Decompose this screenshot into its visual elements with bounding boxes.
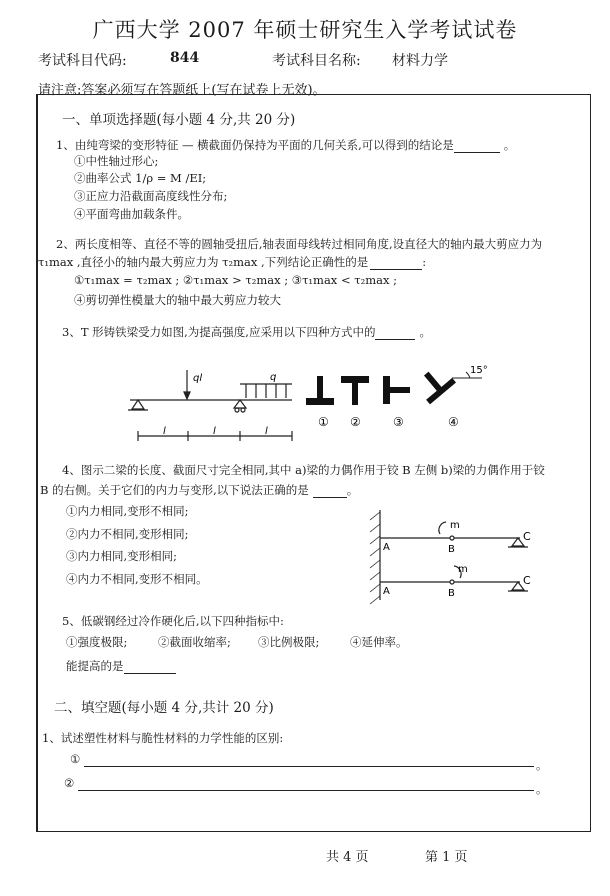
s2-q1-blank-1-line	[84, 766, 534, 767]
q4-label-B-a: B	[448, 544, 455, 555]
q3-stem: 3、T 形铸铁梁受力如图,为提高强度,应采用以下四种方式中的 。	[62, 325, 431, 339]
subject-name-label: 考试科目名称:	[272, 53, 361, 69]
footer-total-pages: 共 4 页	[326, 850, 369, 865]
q4-option-2: ②内力不相同,变形相同;	[66, 527, 189, 541]
s2-q1-blank-2-mark: ②	[64, 776, 75, 790]
q3-load-q-label: q	[270, 372, 277, 383]
q4-label-A-b: A	[383, 586, 390, 597]
q2-options-row: ①τ₁max = τ₂max ; ②τ₁max > τ₂max ; ③τ₁max < τ₂max ;	[74, 273, 397, 287]
q4-answer-blank	[313, 483, 347, 498]
q4-hinge-a	[450, 536, 454, 540]
s2-q1-blank-1-mark: ①	[70, 752, 81, 766]
q3-span-3: l	[265, 426, 268, 437]
q1-stem: 1、由纯弯梁的变形特征 — 横截面仍保持为平面的几何关系,可以得到的结论是 。	[56, 138, 516, 152]
q3-roller-support	[234, 400, 246, 408]
q2-line2: τ₁max ,直径小的轴内最大剪应力为 τ₂max ,下列结论正确性的是 :	[38, 255, 427, 269]
q4-label-B-b: B	[448, 588, 455, 599]
s2-q1-blank-2-end: 。	[536, 782, 548, 796]
q4-label-m-a: m	[450, 520, 460, 531]
s2-q1-blank-1-end: 。	[536, 758, 548, 772]
q3-mark-2: ②	[350, 415, 361, 429]
s2-q1-blank-2-line	[78, 790, 534, 791]
exam-title: 广西大学 2007 年硕士研究生入学考试试卷	[92, 18, 518, 42]
q1-option-2: ②曲率公式 1/ρ = M /EI;	[74, 171, 207, 185]
q3-distributed-load-arrows	[246, 384, 286, 398]
q1-option-4: ④平面弯曲加载条件。	[74, 207, 189, 221]
q5-answer-blank	[124, 659, 176, 674]
q4-wall-hatch	[370, 512, 380, 604]
q4-line1: 4、图示二梁的长度、截面尺寸完全相同,其中 a)梁的力偶作用于铰 B 左侧 b)梁的力偶作用于铰	[62, 463, 545, 477]
s2-q1-stem: 1、试述塑性材料与脆性材料的力学性能的区别:	[42, 731, 284, 745]
q4-label-C-a: C	[523, 530, 531, 543]
q3-point-load-head	[184, 392, 190, 399]
section1-heading: 一、单项选择题(每小题 4 分,共 20 分)	[62, 112, 296, 128]
q3-pin-support	[132, 400, 144, 409]
q3-span-2: l	[213, 426, 216, 437]
q3-mark-1: ①	[318, 415, 329, 429]
subject-code-label: 考试科目代码:	[38, 53, 127, 69]
q1-option-1: ①中性轴过形心;	[74, 154, 159, 168]
q5-option-3: ③比例极限;	[258, 635, 320, 649]
q4-option-4: ④内力不相同,变形不相同。	[66, 572, 208, 586]
q3-load-P-label: ql	[193, 373, 203, 384]
q5-option-1: ①强度极限;	[66, 635, 128, 649]
q5-stem: 5、低碳钢经过冷作硬化后,以下四种指标中:	[62, 614, 284, 628]
q3-span-1: l	[163, 426, 166, 437]
q4-label-C-b: C	[523, 574, 531, 587]
q5-option-4: ④延伸率。	[350, 635, 408, 649]
q4-option-3: ③内力相同,变形相同;	[66, 549, 178, 563]
q3-mark-3: ③	[393, 415, 404, 429]
q4-hinge-b	[450, 580, 454, 584]
t-section-1	[306, 376, 334, 405]
subject-code-value: 844	[170, 50, 200, 66]
q5-ask: 能提高的是	[66, 658, 176, 674]
t-section-3	[383, 376, 410, 404]
t-section-4	[413, 363, 456, 405]
q4-option-1: ①内力相同,变形不相同;	[66, 504, 189, 518]
footer-page-number: 第 1 页	[425, 850, 468, 865]
notice: 请注意:答案必须写在答题纸上(写在试卷上无效)。	[38, 83, 326, 98]
q4-moment-a	[439, 522, 446, 534]
t-section-2	[341, 376, 369, 405]
q1-option-3: ③正应力沿截面高度线性分布;	[74, 189, 228, 203]
section2-heading: 二、填空题(每小题 4 分,共计 20 分)	[54, 700, 274, 716]
q5-option-2: ②截面收缩率;	[158, 635, 231, 649]
q4-line2: B 的右侧。关于它们的内力与变形,以下说法正确的是 。	[40, 483, 359, 497]
q4-label-A-a: A	[383, 542, 390, 553]
t-section-options	[306, 363, 456, 405]
q3-mark-4: ④	[448, 415, 459, 429]
q3-angle-label: 15°	[470, 365, 488, 376]
subject-name-value: 材料力学	[392, 53, 448, 69]
q2-option-4: ④剪切弹性模量大的轴中最大剪应力较大	[74, 293, 281, 307]
q2-line1: 2、两长度相等、直径不等的圆轴受扭后,轴表面母线转过相同角度,设直径大的轴内最大剪应力为	[56, 237, 543, 251]
q4-label-m-b: m	[458, 564, 468, 575]
